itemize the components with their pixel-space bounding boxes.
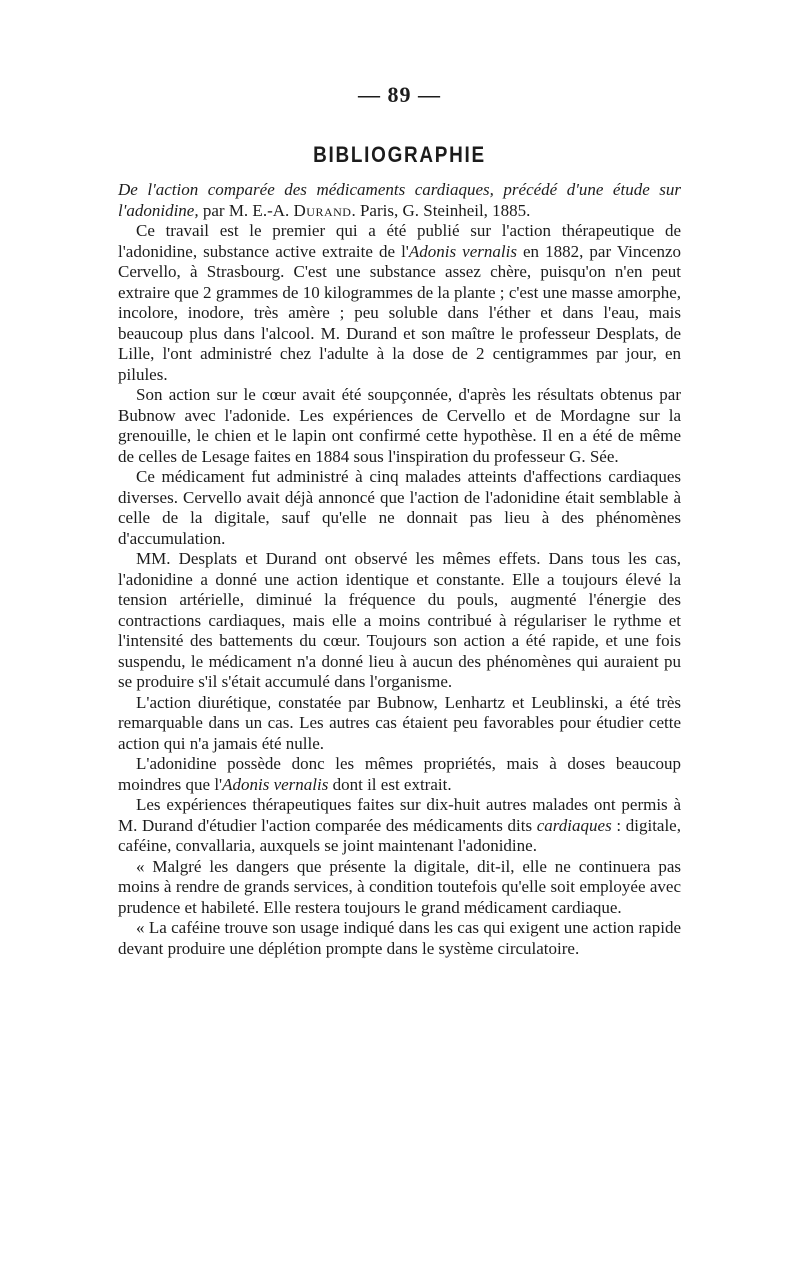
body-paragraph <box>118 221 681 385</box>
body-paragraph <box>118 467 681 549</box>
italic-term: Adonis vernalis <box>408 241 517 261</box>
paragraph-text: Les expériences thérapeutiques faites sur dix-huit autres malades ont permis à M. Durand d'étudier l'action comparée des médicaments dits <box>118 795 681 835</box>
paragraph-text: « Malgré les dangers que présente la digitale, dit-il, elle ne continuera pas moins à rendre de grands services, à condition toutefois qu'elle soit employée avec prudence et habileté. Elle restera toujours le grand médicament cardiaque. <box>118 856 681 917</box>
reference-author-prefix: par M. E.-A. <box>198 200 294 220</box>
body-paragraph <box>118 857 681 919</box>
section-heading: BIBLIOGRAPHIE <box>313 142 486 167</box>
paragraph-text: en 1882, par Vincenzo Cervello, à Strasbourg. C'est une substance assez chère, puisqu'on n'en peut extraire que 2 grammes de 10 kilogrammes de la plante ; c'est une masse amorphe, incolore, inodore, très amère ; peu soluble dans l'éther et dans l'eau, mais beaucoup plus dans l'alcool. M. Durand et son maître le professeur Desplats, de Lille, l'ont administré chez l'adulte à la dose de 2 centigrammes par jour, en pilules. <box>118 241 682 384</box>
paragraph-text: Son action sur le cœur avait été soupçonnée, d'après les résultats obtenus par Bubnow avec l'adonide. Les expériences de Cervello et de Mordagne sur la grenouille, le chien et le lapin ont confirmé cette hypothèse. Il en a été de même de celles de Lesage faites en 1884 sous l'inspiration du professeur G. Sée. <box>118 385 681 466</box>
page-number: — 89 — <box>358 82 441 107</box>
paragraph-text: : digitale, caféine, convallaria, auxquels se joint maintenant l'adonidine. <box>118 815 681 855</box>
italic-term: Adonis vernalis <box>222 774 329 794</box>
bibliographic-reference <box>118 180 681 221</box>
paragraph-text: L'action diurétique, constatée par Bubnow, Lenhartz et Leublinski, a été très remarquable dans un cas. Les autres cas étaient peu favorables pour étudier cette action qui n'a jamais été nulle. <box>118 692 681 753</box>
reference-publication: . Paris, G. Steinheil, 1885. <box>351 200 531 220</box>
reference-title: De l'action comparée des médicaments cardiaques, précédé d'une étude sur l'adonidine, <box>118 180 681 220</box>
paragraph-text: Ce médicament fut administré à cinq malades atteints d'affections cardiaques diverses. Cervello avait déjà annoncé que l'action de l'adonidine était semblable à celle de la digitale, sauf qu'elle ne donnait pas lieu à des phénomènes d'accumulation. <box>118 467 681 548</box>
paragraph-text: « La caféine trouve son usage indiqué dans les cas qui exigent une action rapide devant produire une déplétion prompte dans le système circulatoire. <box>118 918 681 958</box>
document-page <box>118 82 681 959</box>
paragraph-text: MM. Desplats et Durand ont observé les mêmes effets. Dans tous les cas, l'adonidine a donné une action identique et constante. Elle a toujours élevé la tension artérielle, diminué la fréquence du pouls, augmenté l'énergie des contractions cardiaques, mais elle a moins contribué à régulariser le rythme et l'intensité des battements du cœur. Toujours son action a été rapide, et une fois suspendu, le médicament n'a donné lieu à aucun des phénomènes qui auraient pu se produire s'il s'était accumulé dans l'organisme. <box>118 549 681 691</box>
body-paragraph <box>118 918 681 959</box>
reference-author: Durand <box>293 200 352 220</box>
body-paragraph <box>118 795 681 857</box>
paragraph-text: dont il est extrait. <box>328 774 452 794</box>
body-text <box>118 221 681 959</box>
body-paragraph <box>118 385 681 467</box>
italic-term: cardiaques <box>536 815 612 835</box>
body-paragraph <box>118 754 681 795</box>
body-paragraph <box>118 549 681 693</box>
paragraph-text: Ce travail est le premier qui a été publié sur l'action thérapeutique de l'adonidine, substance active extraite de l' <box>118 221 681 261</box>
paragraph-text: L'adonidine possède donc les mêmes propriétés, mais à doses beaucoup moindres que l' <box>118 754 681 794</box>
body-paragraph <box>118 693 681 755</box>
